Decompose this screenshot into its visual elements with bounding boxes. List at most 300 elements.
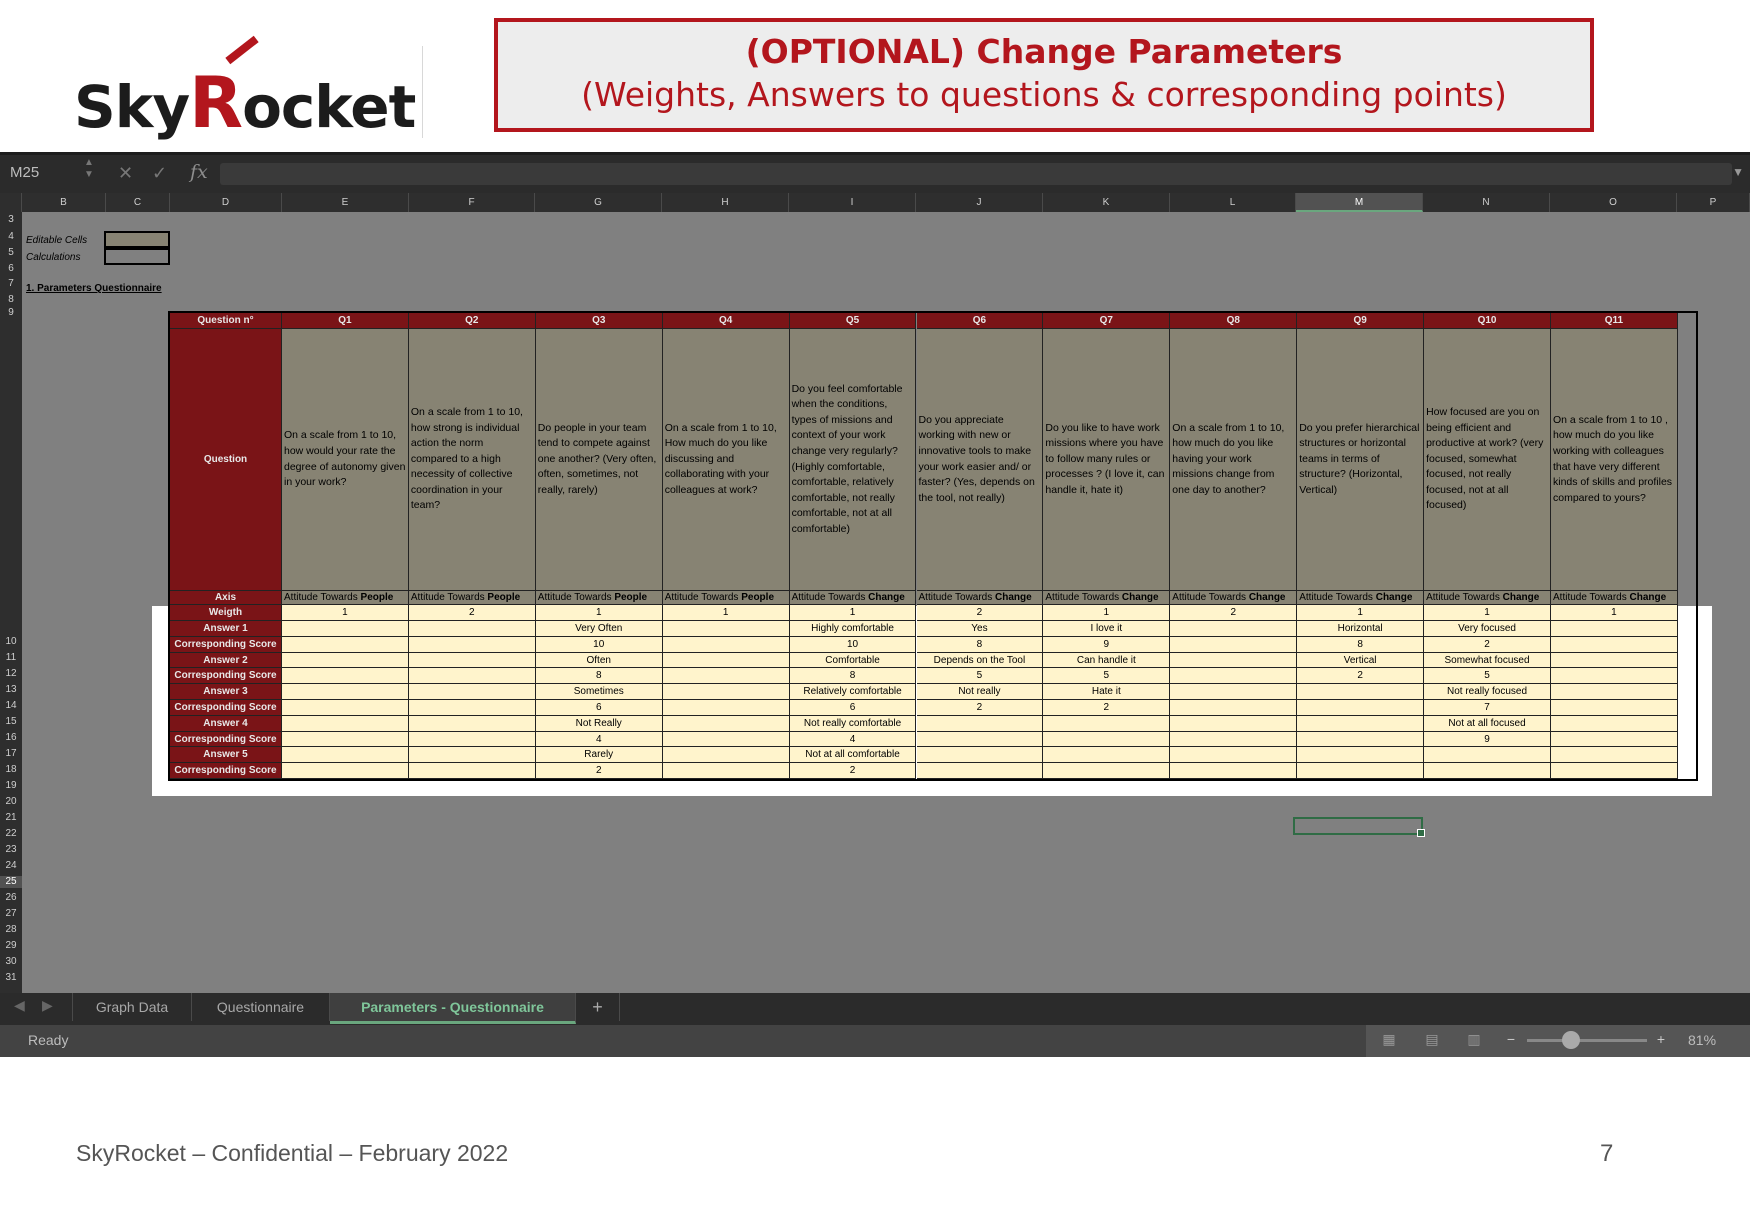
name-box-stepper-icon[interactable]: ▲ ▼	[84, 157, 94, 180]
axis-prefix: Attitude Towards	[664, 592, 742, 603]
answer-cell[interactable]	[1043, 716, 1170, 732]
axis-cell[interactable]	[663, 591, 790, 605]
question-id-cell: Q6	[917, 313, 1044, 329]
row-header-30[interactable]: 30	[5, 956, 17, 967]
axis-cell[interactable]	[536, 591, 663, 605]
score-cell[interactable]: 6	[536, 700, 663, 716]
score-cell[interactable]	[282, 637, 409, 653]
zoom-slider-knob[interactable]	[1562, 1031, 1580, 1049]
axis-prefix: Attitude Towards	[1299, 592, 1376, 603]
question-text: Do you appreciate working with new or innovative tools to make your work easier and/ or faster? (Yes, depends on the tool, not really)	[918, 413, 1035, 504]
question-text-cell[interactable]	[1551, 329, 1678, 591]
question-text-cell[interactable]	[1170, 329, 1297, 591]
answer-cell[interactable]	[1551, 621, 1678, 637]
footer-text: SkyRocket – Confidential – February 2022	[76, 1140, 509, 1166]
row-label: Answer 2	[170, 653, 282, 669]
answer-cell[interactable]	[1551, 747, 1678, 763]
axis-name: People	[741, 592, 775, 603]
logo-accent-mark	[225, 36, 258, 64]
row-header-12[interactable]: 12	[5, 668, 17, 679]
axis-cell[interactable]	[917, 591, 1044, 605]
column-header-c[interactable]: C	[106, 193, 170, 212]
legend-editable-label: Editable Cells	[26, 235, 88, 246]
axis-cell[interactable]	[1424, 591, 1551, 605]
tab-prev-icon[interactable]: ◀	[14, 997, 25, 1013]
table-row	[170, 653, 1696, 669]
answer-cell[interactable]: Very Often	[536, 621, 663, 637]
column-header-b[interactable]: B	[22, 193, 106, 212]
answer-cell[interactable]: Rarely	[536, 747, 663, 763]
question-text-cell[interactable]	[1297, 329, 1424, 591]
column-header-i[interactable]: I	[789, 193, 916, 212]
question-text-cell[interactable]	[282, 329, 409, 591]
axis-cell[interactable]	[1043, 591, 1170, 605]
axis-name: Change	[1375, 592, 1413, 603]
question-id-cell: Q8	[1170, 313, 1297, 329]
answer-cell[interactable]	[1424, 747, 1551, 763]
question-text-cell[interactable]	[409, 329, 536, 591]
slide-title-box	[494, 18, 1594, 132]
row-header-17[interactable]: 17	[5, 748, 17, 759]
axis-cell[interactable]	[1297, 591, 1424, 605]
answer-cell[interactable]: Not at all comfortable	[790, 747, 917, 763]
answer-cell[interactable]	[1297, 747, 1424, 763]
selected-cell-M25[interactable]	[1293, 817, 1423, 835]
row-header-11[interactable]: 11	[5, 652, 17, 663]
answer-cell[interactable]	[663, 747, 790, 763]
answer-cell[interactable]: Can handle it	[1043, 653, 1170, 669]
weight-cell[interactable]: 1	[536, 605, 663, 621]
question-id-cell: Q7	[1043, 313, 1170, 329]
answer-cell[interactable]: Often	[536, 653, 663, 669]
score-cell[interactable]: 10	[790, 637, 917, 653]
score-cell[interactable]	[282, 668, 409, 684]
answer-cell[interactable]: Not at all focused	[1424, 716, 1551, 732]
weight-cell[interactable]: 1	[282, 605, 409, 621]
score-cell[interactable]: 2	[1424, 637, 1551, 653]
answer-cell[interactable]	[282, 716, 409, 732]
score-cell[interactable]: 2	[536, 763, 663, 779]
row-label: Corresponding Score	[170, 668, 282, 684]
table-row	[170, 621, 1696, 637]
row-header-19[interactable]: 19	[5, 780, 17, 791]
parameters-table	[168, 311, 1698, 781]
score-cell[interactable]	[282, 732, 409, 748]
question-text-cell[interactable]	[917, 329, 1044, 591]
score-cell[interactable]: 6	[790, 700, 917, 716]
score-cell[interactable]: 5	[1043, 668, 1170, 684]
axis-prefix: Attitude Towards	[1426, 592, 1503, 603]
row-label: Corresponding Score	[170, 700, 282, 716]
question-id-cell: Q3	[536, 313, 663, 329]
axis-name: Change	[1121, 592, 1159, 603]
table-row	[170, 591, 1696, 605]
score-cell[interactable]: 8	[1297, 637, 1424, 653]
answer-cell[interactable]: Highly comfortable	[790, 621, 917, 637]
axis-cell[interactable]	[790, 591, 917, 605]
confirm-icon[interactable]: ✓	[152, 163, 168, 183]
axis-prefix: Attitude Towards	[1045, 592, 1122, 603]
weight-cell[interactable]: 2	[1170, 605, 1297, 621]
row-header-23[interactable]: 23	[5, 844, 17, 855]
score-cell[interactable]	[663, 732, 790, 748]
zoom-slider[interactable]	[1527, 1039, 1647, 1042]
answer-cell[interactable]: Not really focused	[1424, 684, 1551, 700]
score-cell[interactable]	[1424, 763, 1551, 779]
skyrocket-logo	[74, 40, 416, 144]
axis-prefix: Attitude Towards	[284, 592, 361, 603]
row-header-5[interactable]: 5	[8, 247, 14, 258]
normal-view-icon[interactable]: ▦	[1382, 1031, 1396, 1047]
score-cell[interactable]: 8	[536, 668, 663, 684]
question-text: On a scale from 1 to 10, How much do you like discussing and collaborating with your colleagues at work?	[664, 421, 777, 496]
score-cell[interactable]	[1170, 700, 1297, 716]
answer-cell[interactable]	[1170, 621, 1297, 637]
axis-name: People	[614, 592, 648, 603]
score-cell[interactable]: 9	[1043, 637, 1170, 653]
column-header-h[interactable]: H	[662, 193, 789, 212]
score-cell[interactable]: 2	[1297, 668, 1424, 684]
answer-cell[interactable]	[409, 621, 536, 637]
score-cell[interactable]	[1170, 668, 1297, 684]
row-label: Corresponding Score	[170, 732, 282, 748]
axis-cell[interactable]	[1551, 591, 1678, 605]
answer-cell[interactable]	[409, 747, 536, 763]
question-text-cell[interactable]	[1424, 329, 1551, 591]
score-cell[interactable]	[663, 700, 790, 716]
table-row	[170, 605, 1696, 621]
row-label: Axis	[170, 591, 282, 605]
row-header-3[interactable]: 3	[8, 214, 14, 225]
column-header-j[interactable]: J	[916, 193, 1043, 212]
question-text: How focused are you on being efficient and productive at work? (very focused, somewhat focused, not really focused, not at all focused)	[1426, 405, 1544, 512]
row-headers	[0, 212, 22, 993]
legend-calculations-swatch	[104, 248, 170, 265]
score-cell[interactable]	[917, 732, 1044, 748]
answer-cell[interactable]: Horizontal	[1297, 621, 1424, 637]
slide-subtitle: (Weights, Answers to questions & corresponding points)	[581, 75, 1507, 114]
zoom-out-button[interactable]: −	[1506, 1031, 1516, 1047]
row-header-29[interactable]: 29	[5, 940, 17, 951]
question-text: On a scale from 1 to 10, how strong is individual action the norm compared to a high necessity of collective coordination in your team?	[410, 405, 523, 512]
column-header-e[interactable]: E	[282, 193, 409, 212]
question-id-cell: Q10	[1424, 313, 1551, 329]
slide-title: (OPTIONAL) Change Parameters	[745, 32, 1343, 71]
row-header-27[interactable]: 27	[5, 908, 17, 919]
score-cell[interactable]	[409, 700, 536, 716]
score-cell[interactable]: 5	[917, 668, 1044, 684]
zoom-level: 81%	[1688, 1032, 1717, 1048]
column-header-f[interactable]: F	[409, 193, 535, 212]
answer-cell[interactable]	[282, 621, 409, 637]
answer-cell[interactable]	[409, 653, 536, 669]
score-cell[interactable]	[409, 637, 536, 653]
axis-prefix: Attitude Towards	[791, 592, 869, 603]
weight-cell[interactable]: 1	[1424, 605, 1551, 621]
question-text: On a scale from 1 to 10, how would your rate the degree of autonomy given in your work?	[284, 429, 406, 489]
score-cell[interactable]	[1551, 700, 1678, 716]
question-id-cell: Q1	[282, 313, 409, 329]
formula-input[interactable]	[220, 163, 1732, 185]
answer-cell[interactable]	[663, 621, 790, 637]
score-cell[interactable]	[1551, 668, 1678, 684]
score-cell[interactable]: 8	[917, 637, 1044, 653]
answer-cell[interactable]: Not really	[917, 684, 1044, 700]
question-text: On a scale from 1 to 10, how much do you like having your work missions change from one day to another?	[1172, 421, 1285, 496]
row-label: Answer 5	[170, 747, 282, 763]
table-row	[170, 700, 1696, 716]
row-header-14[interactable]: 14	[5, 700, 17, 711]
formula-expand-icon[interactable]: ▼	[1732, 165, 1744, 179]
row-label: Weigth	[170, 605, 282, 621]
tab-graph-data[interactable]: Graph Data	[72, 993, 192, 1021]
answer-cell[interactable]	[1297, 684, 1424, 700]
score-cell[interactable]	[1297, 732, 1424, 748]
score-cell[interactable]: 4	[536, 732, 663, 748]
row-label: Corresponding Score	[170, 637, 282, 653]
column-header-g[interactable]: G	[535, 193, 662, 212]
axis-name: Change	[1629, 592, 1667, 603]
answer-cell[interactable]: I love it	[1043, 621, 1170, 637]
answer-cell[interactable]: Depends on the Tool	[917, 653, 1044, 669]
row-header-9[interactable]: 9	[8, 307, 14, 318]
axis-name: Change	[1248, 592, 1286, 603]
axis-prefix: Attitude Towards	[918, 592, 996, 603]
row-header-18[interactable]: 18	[5, 764, 17, 775]
weight-cell[interactable]: 1	[1551, 605, 1678, 621]
formula-bar	[0, 155, 1750, 193]
score-cell[interactable]: 2	[1043, 700, 1170, 716]
column-header-l[interactable]: L	[1170, 193, 1296, 212]
answer-cell[interactable]	[1551, 716, 1678, 732]
row-header-16[interactable]: 16	[5, 732, 17, 743]
score-cell[interactable]	[1551, 763, 1678, 779]
question-id-cell: Q11	[1551, 313, 1678, 329]
score-cell[interactable]	[1551, 732, 1678, 748]
table-row	[170, 732, 1696, 748]
answer-cell[interactable]	[282, 653, 409, 669]
cancel-icon[interactable]: ✕	[118, 163, 134, 183]
page-number: 7	[1600, 1140, 1614, 1167]
row-label: Answer 4	[170, 716, 282, 732]
score-cell[interactable]	[282, 700, 409, 716]
question-text: Do you feel comfortable when the conditions, types of missions and context of your work change very regularly? (Highly comfortable, comfortable, relatively comfortable, not really comfortable, not at all comfortable)	[791, 382, 903, 535]
score-cell[interactable]	[1170, 763, 1297, 779]
answer-cell[interactable]: Very focused	[1424, 621, 1551, 637]
answer-cell[interactable]	[1551, 684, 1678, 700]
column-header-m[interactable]: M	[1296, 193, 1423, 212]
score-cell[interactable]: 4	[790, 732, 917, 748]
question-text-cell[interactable]	[536, 329, 663, 591]
table-row	[170, 684, 1696, 700]
axis-prefix: Attitude Towards	[1553, 592, 1630, 603]
score-cell[interactable]	[663, 637, 790, 653]
weight-cell[interactable]: 2	[409, 605, 536, 621]
question-text-cell[interactable]	[1043, 329, 1170, 591]
axis-prefix: Attitude Towards	[537, 592, 615, 603]
answer-cell[interactable]	[663, 716, 790, 732]
legend-editable-swatch	[104, 231, 170, 248]
tab-questionnaire[interactable]: Questionnaire	[192, 993, 330, 1021]
answer-cell[interactable]: Yes	[917, 621, 1044, 637]
row-label: Corresponding Score	[170, 763, 282, 779]
section-title: 1. Parameters Questionnaire	[26, 283, 162, 294]
axis-prefix: Attitude Towards	[1172, 592, 1249, 603]
row-header-15[interactable]: 15	[5, 716, 17, 727]
answer-cell[interactable]	[917, 716, 1044, 732]
answer-cell[interactable]	[663, 653, 790, 669]
answer-cell[interactable]	[917, 747, 1044, 763]
axis-name: People	[487, 592, 521, 603]
name-box[interactable]: M25	[10, 164, 40, 181]
weight-cell[interactable]: 2	[917, 605, 1044, 621]
answer-cell[interactable]	[1170, 747, 1297, 763]
answer-cell[interactable]: Sometimes	[536, 684, 663, 700]
row-label: Question n°	[170, 313, 282, 329]
row-header-28[interactable]: 28	[5, 924, 17, 935]
question-id-cell: Q9	[1297, 313, 1424, 329]
score-cell[interactable]	[409, 668, 536, 684]
excel-window	[0, 152, 1750, 1054]
row-header-21[interactable]: 21	[5, 812, 17, 823]
column-header-o[interactable]: O	[1550, 193, 1677, 212]
axis-cell[interactable]	[282, 591, 409, 605]
answer-cell[interactable]	[1170, 684, 1297, 700]
axis-name: Change	[1502, 592, 1540, 603]
score-cell[interactable]: 2	[790, 763, 917, 779]
tab-next-icon[interactable]: ▶	[42, 997, 53, 1013]
score-cell[interactable]: 10	[536, 637, 663, 653]
score-cell[interactable]: 2	[917, 700, 1044, 716]
score-cell[interactable]: 9	[1424, 732, 1551, 748]
answer-cell[interactable]	[409, 684, 536, 700]
answer-cell[interactable]	[282, 747, 409, 763]
answer-cell[interactable]: Not really comfortable	[790, 716, 917, 732]
score-cell[interactable]: 7	[1424, 700, 1551, 716]
page-break-view-icon[interactable]: ▥	[1467, 1031, 1481, 1047]
axis-name: Change	[868, 592, 905, 603]
logo-text: SkyRocket	[74, 62, 416, 144]
axis-name: People	[360, 592, 394, 603]
weight-cell[interactable]: 1	[663, 605, 790, 621]
answer-cell[interactable]: Vertical	[1297, 653, 1424, 669]
table-row	[170, 313, 1696, 329]
row-label: Answer 1	[170, 621, 282, 637]
weight-cell[interactable]: 1	[1043, 605, 1170, 621]
column-header-k[interactable]: K	[1043, 193, 1170, 212]
row-header-4[interactable]: 4	[8, 231, 14, 242]
score-cell[interactable]	[1551, 637, 1678, 653]
answer-cell[interactable]	[663, 684, 790, 700]
score-cell[interactable]: 5	[1424, 668, 1551, 684]
add-sheet-button[interactable]: +	[576, 993, 620, 1021]
score-cell[interactable]	[409, 732, 536, 748]
score-cell[interactable]	[1043, 732, 1170, 748]
column-header-p[interactable]: P	[1677, 193, 1750, 212]
row-header-6[interactable]: 6	[8, 263, 14, 274]
score-cell[interactable]	[1043, 763, 1170, 779]
tab-parameters-questionnaire[interactable]: Parameters - Questionnaire	[330, 993, 576, 1024]
answer-cell[interactable]	[282, 684, 409, 700]
answer-cell[interactable]: Somewhat focused	[1424, 653, 1551, 669]
axis-cell[interactable]	[1170, 591, 1297, 605]
question-text-cell[interactable]	[663, 329, 790, 591]
question-id-cell: Q5	[790, 313, 917, 329]
row-header-22[interactable]: 22	[5, 828, 17, 839]
row-header-25[interactable]: 25	[0, 876, 22, 888]
score-cell[interactable]	[1170, 637, 1297, 653]
fx-icon[interactable]: fx	[190, 161, 208, 183]
row-header-24[interactable]: 24	[5, 860, 17, 871]
row-header-7[interactable]: 7	[8, 278, 14, 289]
table-row	[170, 763, 1696, 779]
answer-cell[interactable]: Relatively comfortable	[790, 684, 917, 700]
score-cell[interactable]	[409, 763, 536, 779]
column-header-d[interactable]: D	[170, 193, 282, 212]
answer-cell[interactable]	[409, 716, 536, 732]
row-header-8[interactable]: 8	[8, 294, 14, 305]
score-cell[interactable]: 8	[790, 668, 917, 684]
question-text-cell[interactable]	[790, 329, 917, 591]
score-cell[interactable]	[282, 763, 409, 779]
answer-cell[interactable]	[1551, 653, 1678, 669]
score-cell[interactable]	[663, 763, 790, 779]
score-cell[interactable]	[1297, 763, 1424, 779]
axis-prefix: Attitude Towards	[410, 592, 488, 603]
row-header-10[interactable]: 10	[5, 636, 17, 647]
question-text: On a scale from 1 to 10 , how much do you like working with colleagues that have very different kinds of skills and profiles compared to yours?	[1553, 413, 1673, 504]
axis-cell[interactable]	[409, 591, 536, 605]
answer-cell[interactable]: Hate it	[1043, 684, 1170, 700]
legend-calculations-label: Calculations	[26, 252, 81, 263]
select-all-corner[interactable]	[0, 193, 22, 212]
table-row	[170, 637, 1696, 653]
row-header-31[interactable]: 31	[5, 972, 17, 983]
row-label: Question	[170, 329, 282, 591]
row-label: Answer 3	[170, 684, 282, 700]
column-header-n[interactable]: N	[1423, 193, 1550, 212]
answer-cell[interactable]: Comfortable	[790, 653, 917, 669]
score-cell[interactable]	[1297, 700, 1424, 716]
answer-cell[interactable]	[1170, 653, 1297, 669]
column-headers	[0, 193, 1750, 212]
question-text: Do you like to have work missions where you have to follow many rules or processes ? (I love it, can handle it, hate it)	[1045, 421, 1165, 496]
score-cell[interactable]	[917, 763, 1044, 779]
header-divider	[422, 46, 423, 138]
weight-cell[interactable]: 1	[1297, 605, 1424, 621]
table-row	[170, 747, 1696, 763]
row-header-13[interactable]: 13	[5, 684, 17, 695]
answer-cell[interactable]	[1170, 716, 1297, 732]
question-id-cell: Q2	[409, 313, 536, 329]
table-row	[170, 716, 1696, 732]
answer-cell[interactable]	[1297, 716, 1424, 732]
page-layout-view-icon[interactable]: ▤	[1425, 1031, 1439, 1047]
score-cell[interactable]	[1170, 732, 1297, 748]
answer-cell[interactable]: Not Really	[536, 716, 663, 732]
answer-cell[interactable]	[1043, 747, 1170, 763]
zoom-in-button[interactable]: +	[1656, 1031, 1666, 1047]
score-cell[interactable]	[663, 668, 790, 684]
question-text: Do people in your team tend to compete against one another? (Very often, often, sometimes, not really, rarely)	[537, 421, 657, 496]
status-bar	[0, 1025, 1750, 1057]
table-row	[170, 329, 1696, 591]
question-text: Do you prefer hierarchical structures or horizontal teams in terms of structure? (Horizontal, Vertical)	[1299, 421, 1420, 496]
table-row	[170, 668, 1696, 684]
weight-cell[interactable]: 1	[790, 605, 917, 621]
row-header-26[interactable]: 26	[5, 892, 17, 903]
row-header-20[interactable]: 20	[5, 796, 17, 807]
